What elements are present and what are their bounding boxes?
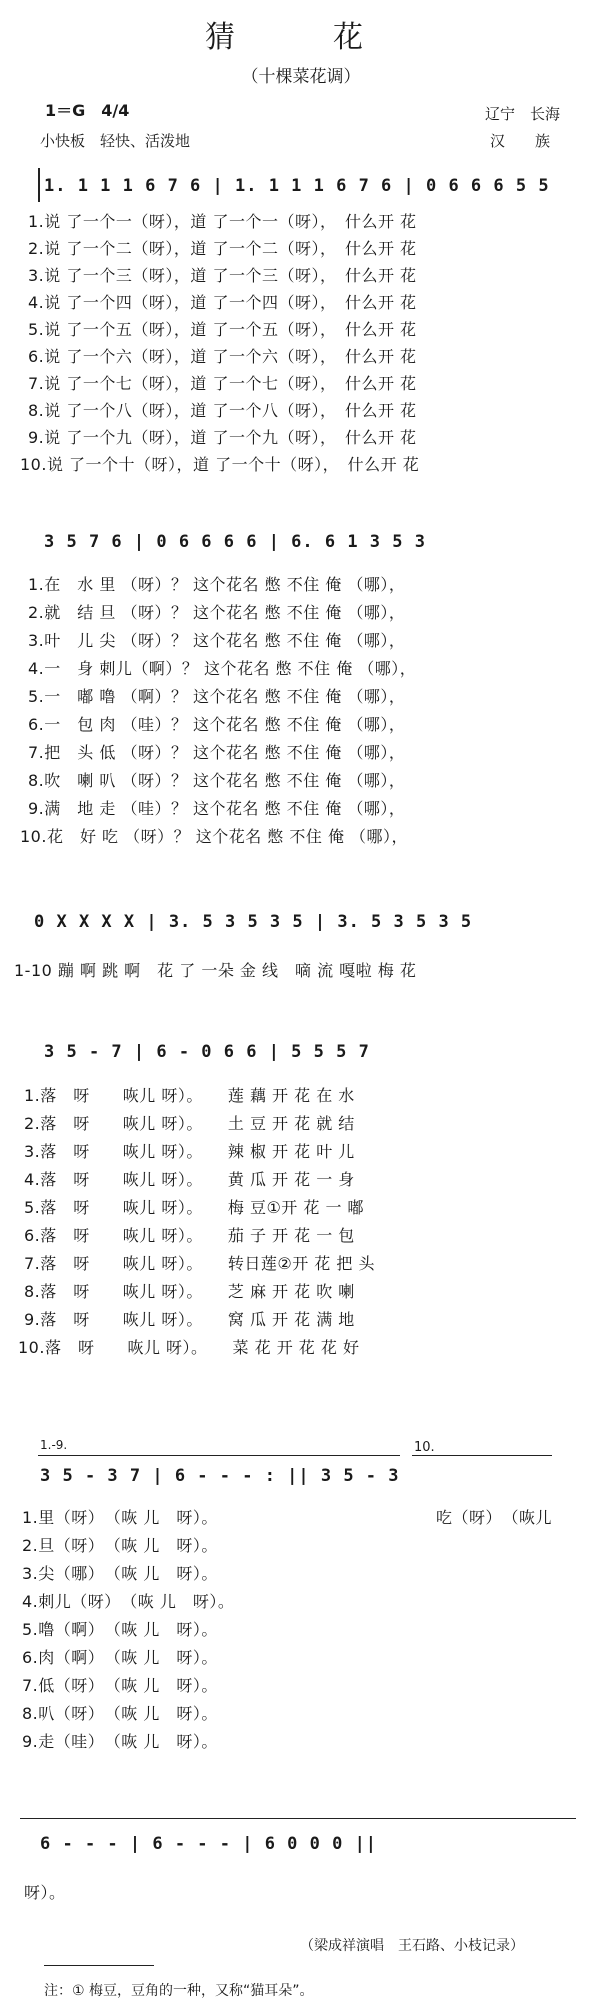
lyric-line: 5.一 嘟 噜 （啊）？ 这个花名 憋 不住 俺 （哪）， xyxy=(28,687,406,706)
lyric-line: 9.落 呀 咴儿 呀）。 窝 瓜 开 花 满 地 xyxy=(24,1310,355,1329)
notation-line-4: 3 5 - 7 | 6 - 0 6 6 | 5 5 5 7 xyxy=(44,1042,370,1062)
lyric-line: 7.说 了一个七（呀），道 了一个七（呀）， 什么开 花 xyxy=(28,374,417,393)
lyric-line: 7.低（呀） （咴 儿 呀）。 xyxy=(22,1676,218,1695)
lyric-line: 7.落 呀 咴儿 呀）。 转日莲②开 花 把 头 xyxy=(24,1254,375,1273)
song-title: 猜 花 xyxy=(205,20,397,55)
notation-line-3: 0 X X X X | 3. 5 3 5 3 5 | 3. 5 3 5 3 5 xyxy=(34,912,473,932)
lyric-line: 2.落 呀 咴儿 呀）。 土 豆 开 花 就 结 xyxy=(24,1114,355,1133)
notation-line-6: 6 - - - | 6 - - - | 6 0 0 0 || xyxy=(40,1834,378,1854)
lyric-line: 9.说 了一个九（呀），道 了一个九（呀）， 什么开 花 xyxy=(28,428,417,447)
lyric-line: 6.一 包 肉 （哇）？ 这个花名 憋 不住 俺 （哪）， xyxy=(28,715,406,734)
lyric-line: 10.花 好 吃 （呀）？ 这个花名 憋 不住 俺 （哪）， xyxy=(20,827,409,846)
region-label: 辽宁 长海 xyxy=(485,105,561,123)
lyric-line: 1.落 呀 咴儿 呀）。 莲 藕 开 花 在 水 xyxy=(24,1086,355,1105)
volta-label-2: 10. xyxy=(414,1440,435,1455)
lyric-line: 5.噜（啊） （咴 儿 呀）。 xyxy=(22,1620,218,1639)
notation-line-5: 3 5 - 3 7 | 6 - - - : || 3 5 - 3 xyxy=(40,1466,400,1486)
lyric-line: 9.走（哇） （咴 儿 呀）。 xyxy=(22,1732,218,1751)
lyric-line: 3.尖（哪） （咴 儿 呀）。 xyxy=(22,1564,218,1583)
lyric-line: 1-10 蹦 啊 跳 啊 花 了 一朵 金 线 嘀 流 嘎啦 梅 花 xyxy=(14,961,417,980)
lyric-line: 4.刺儿（呀） （咴 儿 呀）。 xyxy=(22,1592,235,1611)
lyric-line: 3.落 呀 咴儿 呀）。 辣 椒 开 花 叶 儿 xyxy=(24,1142,355,1161)
lyric-line: 8.说 了一个八（呀），道 了一个八（呀）， 什么开 花 xyxy=(28,401,417,420)
tempo-marking: 小快板 轻快、活泼地 xyxy=(40,132,191,150)
volta-bracket-1 xyxy=(38,1455,400,1456)
lyric-line: 10.落 呀 咴儿 呀）。 菜 花 开 花 花 好 xyxy=(18,1338,360,1357)
ethnic-label: 汉 族 xyxy=(490,132,551,150)
volta-label-1: 1.-9. xyxy=(40,1438,68,1452)
lyric-line: 8.吹 喇 叭 （呀）？ 这个花名 憋 不住 俺 （哪）， xyxy=(28,771,406,790)
lyric-line: 2.就 结 旦 （呀）？ 这个花名 憋 不住 俺 （哪）， xyxy=(28,603,406,622)
lyric-line: 2.旦（呀） （咴 儿 呀）。 xyxy=(22,1536,218,1555)
lyric-line: 9.满 地 走 （哇）？ 这个花名 憋 不住 俺 （哪）， xyxy=(28,799,406,818)
lyric-line: 8.叭（呀） （咴 儿 呀）。 xyxy=(22,1704,218,1723)
lyric-line: 7.把 头 低 （呀）？ 这个花名 憋 不住 俺 （哪）， xyxy=(28,743,406,762)
lyric-line: 6.肉（啊） （咴 儿 呀）。 xyxy=(22,1648,218,1667)
ending-lyric: 吃（呀） （咴儿 xyxy=(436,1508,553,1527)
lyric-line: 呀）。 xyxy=(24,1883,66,1902)
lyric-line: 4.说 了一个四（呀），道 了一个四（呀）， 什么开 花 xyxy=(28,293,417,312)
footnote-rule xyxy=(44,1965,154,1966)
notation-line-1: 1. 1 1 1 6 7 6 | 1. 1 1 1 6 7 6 | 0 6 6 6 5 5 xyxy=(44,176,550,196)
lyric-line: 2.说 了一个二（呀），道 了一个二（呀）， 什么开 花 xyxy=(28,239,417,258)
lyric-line: 10.说 了一个十（呀），道 了一个十（呀）， 什么开 花 xyxy=(20,455,420,474)
lyric-line: 5.说 了一个五（呀），道 了一个五（呀）， 什么开 花 xyxy=(28,320,417,339)
lyric-line: 4.一 身 刺儿（啊）？ 这个花名 憋 不住 俺 （哪）， xyxy=(28,659,417,678)
lyric-line: 6.落 呀 咴儿 呀）。 茄 子 开 花 一 包 xyxy=(24,1226,355,1245)
lyric-line: 4.落 呀 咴儿 呀）。 黄 瓜 开 花 一 身 xyxy=(24,1170,355,1189)
notation-line-2: 3 5 7 6 | 0 6 6 6 6 | 6. 6 1 3 5 3 xyxy=(44,532,426,552)
lyric-line: 3.说 了一个三（呀），道 了一个三（呀）， 什么开 花 xyxy=(28,266,417,285)
credit-line: （梁成祥演唱 王石路、小枝记录） xyxy=(300,1938,524,1954)
system-rule xyxy=(20,1818,576,1819)
song-subtitle: （十棵菜花调） xyxy=(241,67,361,87)
footnote: 注：① 梅豆，豆角的一种，又称“猫耳朵”。 xyxy=(44,1983,314,1999)
lyric-line: 8.落 呀 咴儿 呀）。 芝 麻 开 花 吹 喇 xyxy=(24,1282,355,1301)
barline xyxy=(38,168,40,202)
lyric-line: 1.在 水 里 （呀）？ 这个花名 憋 不住 俺 （哪）， xyxy=(28,575,406,594)
lyric-line: 1.里（呀） （咴 儿 呀）。 xyxy=(22,1508,218,1527)
lyric-line: 1.说 了一个一（呀），道 了一个一（呀）， 什么开 花 xyxy=(28,212,417,231)
volta-bracket-2 xyxy=(412,1455,552,1456)
lyric-line: 3.叶 儿 尖 （呀）？ 这个花名 憋 不住 俺 （哪）， xyxy=(28,631,406,650)
lyric-line: 6.说 了一个六（呀），道 了一个六（呀）， 什么开 花 xyxy=(28,347,417,366)
lyric-line: 5.落 呀 咴儿 呀）。 梅 豆①开 花 一 嘟 xyxy=(24,1198,365,1217)
key-signature: 1＝G 4/4 xyxy=(45,101,130,120)
